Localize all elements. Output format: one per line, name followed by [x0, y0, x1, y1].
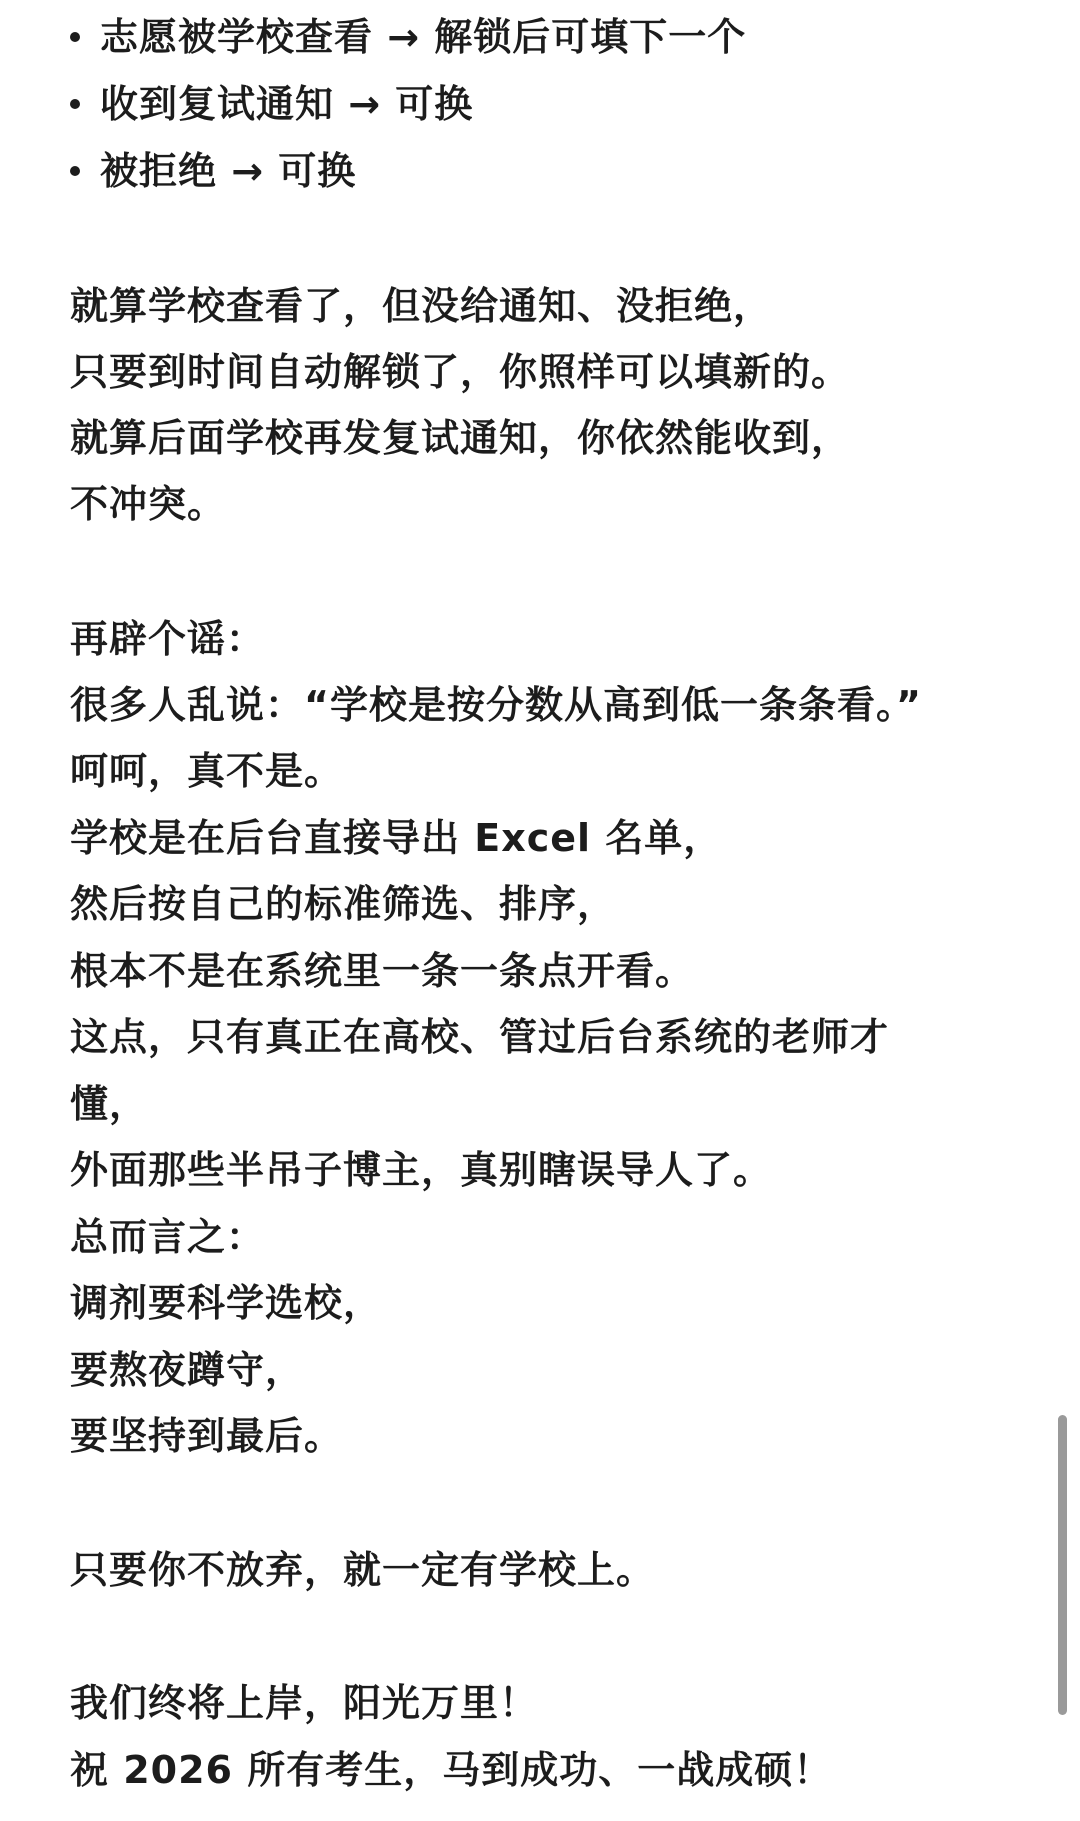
paragraph-line: 要熬夜蹲守， — [70, 1348, 305, 1392]
bullet-dot — [70, 166, 80, 176]
bullet-dot — [70, 99, 80, 109]
paragraph-line: 呵呵，真不是。 — [70, 749, 344, 793]
paragraph-line: 就算后面学校再发复试通知，你依然能收到， — [70, 416, 851, 460]
paragraph-line: 总而言之： — [70, 1215, 266, 1259]
bullet-dot — [70, 32, 80, 42]
paragraph-line: 就算学校查看了，但没给通知、没拒绝， — [70, 284, 773, 328]
paragraph-line: 只要你不放弃，就一定有学校上。 — [70, 1548, 656, 1592]
bullet-item: 被拒绝 → 可换 — [100, 149, 357, 193]
paragraph-line: 我们终将上岸，阳光万里！ — [70, 1681, 539, 1725]
paragraph-line: 调剂要科学选校， — [70, 1281, 383, 1325]
paragraph-line: 这点，只有真正在高校、管过后台系统的老师才 — [70, 1015, 890, 1059]
paragraph-line: 祝 2026 所有考生，马到成功、一战成硕！ — [70, 1748, 833, 1792]
bullet-item: 志愿被学校查看 → 解锁后可填下一个 — [100, 15, 747, 59]
paragraph-line: 然后按自己的标准筛选、排序， — [70, 882, 617, 926]
paragraph-line: 再辟个谣： — [70, 617, 266, 661]
bullet-item: 收到复试通知 → 可换 — [100, 82, 474, 126]
paragraph-line: 要坚持到最后。 — [70, 1414, 344, 1458]
paragraph-line: 根本不是在系统里一条一条点开看。 — [70, 949, 695, 993]
paragraph-line: 很多人乱说：“学校是按分数从高到低一条条看。” — [70, 683, 922, 727]
scrollbar-thumb[interactable] — [1058, 1415, 1067, 1715]
paragraph-line: 学校是在后台直接导出 Excel 名单， — [70, 816, 723, 860]
paragraph-line: 外面那些半吊子博主，真别瞎误导人了。 — [70, 1148, 773, 1192]
paragraph-line: 懂， — [70, 1082, 149, 1126]
paragraph-line: 不冲突。 — [70, 482, 227, 526]
paragraph-line: 只要到时间自动解锁了，你照样可以填新的。 — [70, 350, 851, 394]
